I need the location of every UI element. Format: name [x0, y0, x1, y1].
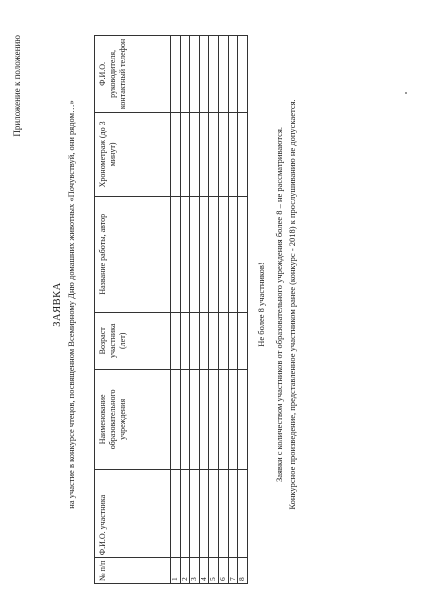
header-supervisor: Ф.И.О. руководителя, контактный телефон [95, 36, 171, 113]
table-cell[interactable] [199, 369, 209, 469]
row-number: 3 [190, 558, 200, 584]
table-row [209, 36, 219, 584]
table-cell[interactable] [218, 369, 228, 469]
note-max-participants: Не более 8 участников! [256, 262, 266, 347]
row-number: 5 [209, 558, 219, 584]
table-cell[interactable] [238, 312, 248, 369]
table-cell[interactable] [199, 36, 209, 113]
table-cell[interactable] [209, 112, 219, 196]
table-cell[interactable] [171, 36, 181, 113]
table-cell[interactable] [180, 36, 190, 113]
table-row [238, 36, 248, 584]
row-number: 2 [180, 558, 190, 584]
table-row [228, 36, 238, 584]
table-cell[interactable] [180, 196, 190, 312]
table-cell[interactable] [190, 469, 200, 557]
table-cell[interactable] [171, 469, 181, 557]
table-cell[interactable] [199, 312, 209, 369]
note-limit: Заявки с количеством участников от образовательного учреждения более 8 – не рассматриваются. [274, 127, 284, 483]
table-cell[interactable] [171, 312, 181, 369]
table-cell[interactable] [228, 312, 238, 369]
table-cell[interactable] [199, 112, 209, 196]
table-cell[interactable] [218, 312, 228, 369]
table-row [218, 36, 228, 584]
table-cell[interactable] [190, 196, 200, 312]
table-cell[interactable] [228, 112, 238, 196]
table-cell[interactable] [180, 112, 190, 196]
rotated-document-page [6, 17, 418, 592]
note-repeat-work: Конкурсное произведение, представленное участником ранее (конкурс - 2018) к прослушиванию не допускается. [287, 99, 297, 510]
table-cell[interactable] [209, 369, 219, 469]
row-number: 4 [199, 558, 209, 584]
table-cell[interactable] [209, 312, 219, 369]
table-cell[interactable] [180, 369, 190, 469]
row-number: 8 [238, 558, 248, 584]
header-work-title: Название работы, автор [95, 196, 171, 312]
table-cell[interactable] [190, 312, 200, 369]
table-cell[interactable] [180, 469, 190, 557]
row-number: 7 [228, 558, 238, 584]
table-cell[interactable] [199, 469, 209, 557]
document-subtitle: на участие в конкурсе чтецов, посвященном Всемирному Дню домашних животных «Почувствуй, они рядом…» [66, 100, 76, 509]
table-cell[interactable] [228, 36, 238, 113]
table-cell[interactable] [238, 112, 248, 196]
table-cell[interactable] [218, 196, 228, 312]
table-cell[interactable] [190, 369, 200, 469]
table-row [199, 36, 209, 584]
table-cell[interactable] [238, 36, 248, 113]
table-cell[interactable] [190, 112, 200, 196]
document-title: ЗАЯВКА [52, 282, 63, 327]
header-number: № п/п [95, 558, 171, 584]
table-cell[interactable] [228, 369, 238, 469]
table-row [190, 36, 200, 584]
row-number: 6 [218, 558, 228, 584]
header-institution: Наименование образовательного учреждения [95, 369, 171, 469]
application-table [94, 35, 248, 584]
table-cell[interactable] [228, 196, 238, 312]
table-row [180, 36, 190, 584]
table-cell[interactable] [238, 469, 248, 557]
table-header-row [95, 36, 171, 584]
appendix-label: Приложение к положению [12, 35, 22, 137]
row-number: 1 [171, 558, 181, 584]
table-cell[interactable] [209, 36, 219, 113]
table-cell[interactable] [238, 369, 248, 469]
header-duration: Хронометраж (до 3 минут) [95, 112, 171, 196]
table-cell[interactable] [171, 369, 181, 469]
table-cell[interactable] [218, 112, 228, 196]
table-cell[interactable] [218, 469, 228, 557]
table-cell[interactable] [218, 36, 228, 113]
table-cell[interactable] [209, 196, 219, 312]
table-cell[interactable] [171, 196, 181, 312]
table-row [171, 36, 181, 584]
table-cell[interactable] [199, 196, 209, 312]
table-cell[interactable] [190, 36, 200, 113]
table-cell[interactable] [180, 312, 190, 369]
table-cell[interactable] [171, 112, 181, 196]
scan-speck [405, 92, 407, 94]
header-age: Возраст участника (лет) [95, 312, 171, 369]
header-participant-name: Ф.И.О. участника [95, 469, 171, 557]
table-cell[interactable] [238, 196, 248, 312]
table-cell[interactable] [228, 469, 238, 557]
table-cell[interactable] [209, 469, 219, 557]
